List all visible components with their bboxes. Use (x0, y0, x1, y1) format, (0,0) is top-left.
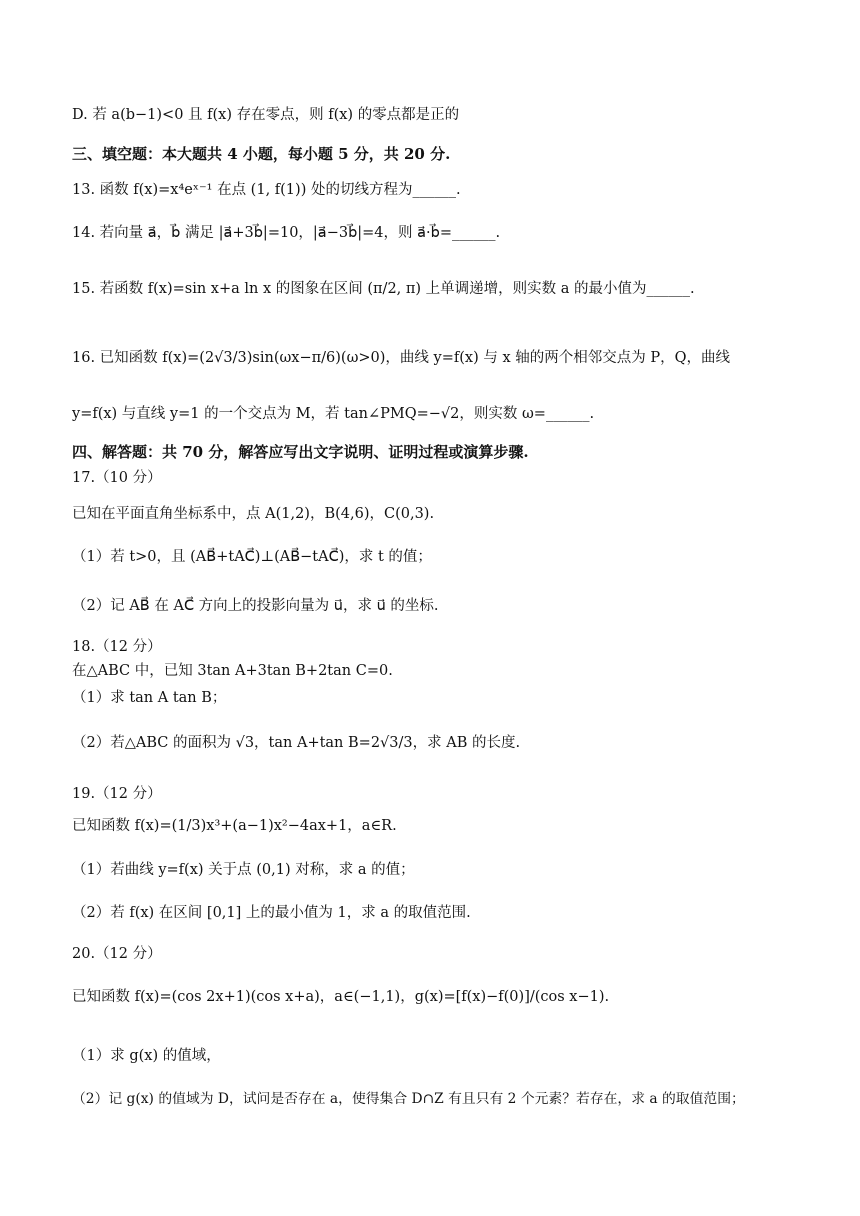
question-18-header: 18.（12 分） (72, 639, 162, 655)
question-19-header: 19.（12 分） (72, 786, 162, 802)
question-20-stem: 已知函数 f(x)=(cos 2x+1)(cos x+a)，a∈(−1,1)，g(x)=[f(x)−f(0)]/(cos x−1). (72, 989, 610, 1005)
question-17-header: 17.（10 分） (72, 470, 162, 486)
question-20-header: 20.（12 分） (72, 946, 162, 962)
question-18-stem: 在△ABC 中，已知 3tan A+3tan B+2tan C=0. (72, 663, 393, 679)
question-13: 13. 函数 f(x)=x⁴eˣ⁻¹ 在点 (1, f(1)) 处的切线方程为______. (72, 182, 461, 198)
option-d: D. 若 a(b−1)<0 且 f(x) 存在零点，则 f(x) 的零点都是正的 (72, 107, 460, 123)
question-15: 15. 若函数 f(x)=sin x+a ln x 的图象在区间 (π/2, π) 上单调递增，则实数 a 的最小值为______. (72, 281, 695, 297)
question-16-line-1: 16. 已知函数 f(x)=(2√3/3)sin(ωx−π/6)(ω>0)，曲线 y=f(x) 与 x 轴的两个相邻交点为 P，Q，曲线 (72, 350, 730, 366)
question-19-stem: 已知函数 f(x)=(1/3)x³+(a−1)x²−4ax+1，a∈R. (72, 818, 397, 834)
question-20-part-2: （2）记 g(x) 的值域为 D，试问是否存在 a，使得集合 D∩Z 有且只有 2 个元素？若存在，求 a 的取值范围； (72, 1091, 745, 1107)
question-19-part-2: （2）若 f(x) 在区间 [0,1] 上的最小值为 1，求 a 的取值范围. (72, 905, 471, 921)
question-18-part-1: （1）求 tan A tan B； (72, 690, 227, 706)
question-17-part-1: （1）若 t>0，且 (AB⃗+tAC⃗)⊥(AB⃗−tAC⃗)，求 t 的值； (72, 549, 432, 565)
question-16-line-2: y=f(x) 与直线 y=1 的一个交点为 M，若 tan∠PMQ=−√2，则实数 ω=______. (72, 406, 595, 422)
section-answer-heading: 四、解答题：共 70 分，解答应写出文字说明、证明过程或演算步骤. (72, 443, 529, 461)
question-17-stem: 已知在平面直角坐标系中，点 A(1,2)，B(4,6)，C(0,3). (72, 506, 435, 522)
question-18-part-2: （2）若△ABC 的面积为 √3，tan A+tan B=2√3/3，求 AB 的长度. (72, 735, 521, 751)
question-17-part-2: （2）记 AB⃗ 在 AC⃗ 方向上的投影向量为 u⃗，求 u⃗ 的坐标. (72, 598, 439, 614)
question-19-part-1: （1）若曲线 y=f(x) 关于点 (0,1) 对称，求 a 的值； (72, 862, 415, 878)
section-fill-in-heading: 三、填空题：本大题共 4 小题，每小题 5 分，共 20 分. (72, 145, 451, 163)
question-20-part-1: （1）求 g(x) 的值域， (72, 1048, 221, 1064)
question-14: 14. 若向量 a⃗，b⃗ 满足 |a⃗+3b⃗|=10，|a⃗−3b⃗|=4，则 a⃗·b⃗=______. (72, 225, 501, 241)
